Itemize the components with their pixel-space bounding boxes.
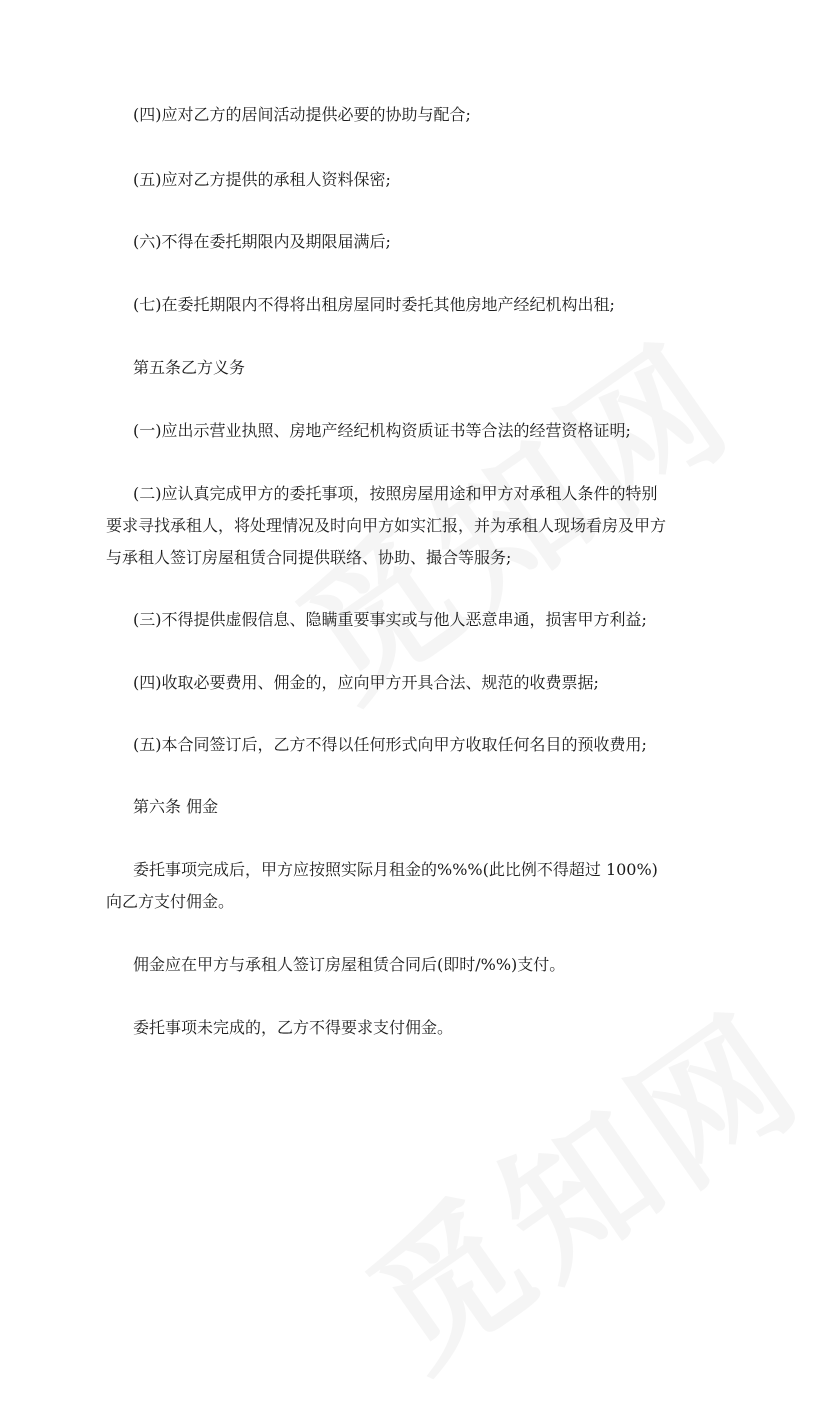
paragraph: (七)在委托期限内不得将出租房屋同时委托其他房地产经纪机构出租; [133, 295, 615, 314]
paragraph: 佣金应在甲方与承租人签订房屋租赁合同后(即时/%%)支付。 [133, 955, 566, 974]
paragraph: (二)应认真完成甲方的委托事项，按照房屋用途和甲方对承租人条件的特别要求寻找承租人，将处理情况及时向甲方如实汇报，并为承租人现场看房及甲方与承租人签订房屋租赁合同提供联络、协助、撮合等服务; [106, 484, 667, 567]
section-heading: 第五条乙方义务 [133, 358, 246, 377]
paragraph: (三)不得提供虚假信息、隐瞒重要事实或与他人恶意串通，损害甲方利益; [133, 610, 647, 629]
paragraph: (五)应对乙方提供的承租人资料保密; [133, 170, 391, 189]
section-heading: 第六条 佣金 [133, 797, 219, 816]
paragraph: 委托事项完成后，甲方应按照实际月租金的%%%(此比例不得超过 100%)向乙方支付佣金。 [106, 860, 658, 911]
paragraph: (五)本合同签订后，乙方不得以任何形式向甲方收取任何名目的预收费用; [133, 735, 647, 754]
paragraph: (四)应对乙方的居间活动提供必要的协助与配合; [133, 105, 471, 124]
paragraph: (一)应出示营业执照、房地产经纪机构资质证书等合法的经营资格证明; [133, 421, 631, 440]
paragraph: (六)不得在委托期限内及期限届满后; [133, 232, 391, 251]
paragraph: (四)收取必要费用、佣金的，应向甲方开具合法、规范的收费票据; [133, 673, 599, 692]
paragraph: 委托事项未完成的，乙方不得要求支付佣金。 [133, 1018, 454, 1037]
